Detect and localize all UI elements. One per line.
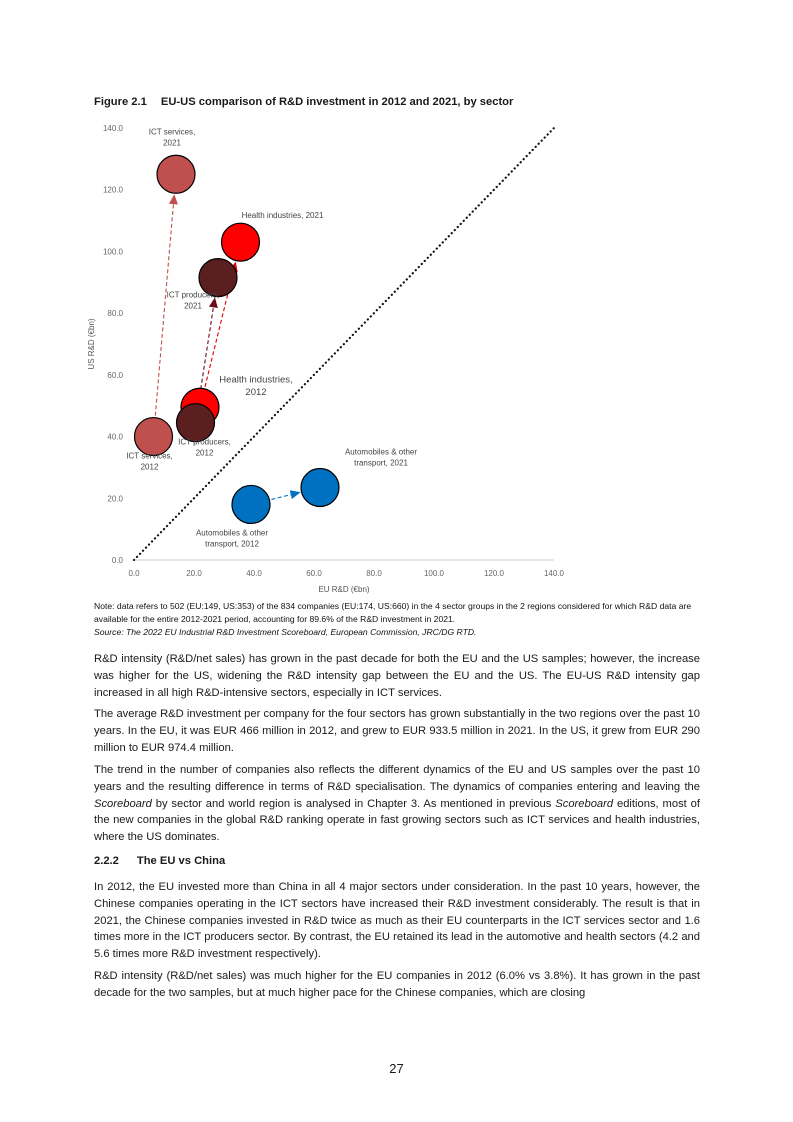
point-label: Health industries, 2021 <box>241 211 324 221</box>
y-tick-label: 20.0 <box>107 494 123 504</box>
section-title: The EU vs China <box>136 855 226 867</box>
point-label: 2021 <box>163 138 181 148</box>
point-label: Automobiles & other <box>344 447 418 457</box>
paragraph-3-part-a: The trend in the number of companies also reflects the different dynamics of the EU and US samples over the past 10 years and the resulting difference in terms of R&D specialisation. The dynamics of companies entering and leaving the <box>94 764 700 793</box>
note-text: Note: data refers to 502 (EU:149, US:353) of the 834 companies (EU:174, US:660) in the 4 sector groups in the 2 regions considered for which R&D data are available for the entire 2012-2021 period, accounting for 89.6% of the R&D investment in 2021. <box>94 601 692 624</box>
arrow-head <box>169 194 178 204</box>
paragraph-3-emphasis-2: Scoreboard <box>555 797 614 810</box>
paragraph-4: In 2012, the EU invested more than China in all 4 major sectors under consideration. In the past 10 years, however, the Chinese companies operating in the ICT sectors have increased their R&D investment considerably. The result is that in 2021, the Chinese companies invested in R&D twice as much as their EU counterparts in the ICT services sector and 1.6 times more in the ICT producers sector. By contrast, the EU retained its lead in the automotive and health sectors (4.2 and 5.6 times more R&D investment respectively). <box>94 881 700 961</box>
point-label: ICT services, <box>148 127 196 137</box>
arrow-line <box>271 495 290 500</box>
point-auto-2021 <box>301 468 339 506</box>
diagonal-line <box>134 128 554 560</box>
paragraph-3-part-c: editions, most of the new companies in the global R&D ranking operate in fast growing sectors such as ICT services and health industries, where the US dominates. <box>94 797 701 844</box>
y-tick-label: 140.0 <box>102 124 123 133</box>
point-label: 2012 <box>195 448 214 458</box>
y-tick-label: 0.0 <box>111 556 123 565</box>
parity-diagonal <box>134 128 554 560</box>
paragraph-1: R&D intensity (R&D/net sales) has grown in the past decade for both the EU and the US samples; however, the increase was higher for the US, widening the R&D intensity gap between the EU and the US. The EU-US R&D intensity gap increased in all high R&D-intensive sectors, especially in ICT services. <box>94 653 700 699</box>
paragraph-2: The average R&D investment per company for the four sectors has grown substantially in the two regions over the past 10 years. In the EU, it was EUR 466 million in 2012, and grew to EUR 933.5 million in 2021. In the US, it grew from EUR 290 million to EUR 974.4 million. <box>94 708 700 754</box>
x-tick-label: 100.0 <box>423 569 445 578</box>
point-label: ICT services, <box>126 451 173 461</box>
y-tick-label: 60.0 <box>107 370 123 380</box>
paragraph-3-emphasis-1: Scoreboard <box>94 797 152 810</box>
point-label: 2012 <box>140 462 159 472</box>
x-tick-label: 60.0 <box>306 569 322 578</box>
x-axis-label: EU R&D (€bn) <box>318 585 370 594</box>
y-tick-label: 100.0 <box>102 247 123 257</box>
point-auto-2012 <box>232 485 270 523</box>
point-label: transport, 2012 <box>205 539 259 549</box>
figure-caption: EU-US comparison of R&D investment in 2012 and 2021, by sector <box>160 96 514 108</box>
arrow-line <box>155 204 173 415</box>
x-tick-label: 120.0 <box>483 569 505 578</box>
paragraph-5: R&D intensity (R&D/net sales) was much higher for the EU companies in 2012 (6.0% vs 3.8%). It has grown in the past decade for the two samples, but at much higher pace for the Chinese companies, which are closing <box>94 970 700 999</box>
point-label: 2021 <box>184 301 202 311</box>
point-ict-services-2012 <box>135 418 173 456</box>
paragraph-3-part-b: by sector and world region is analysed in Chapter 3. As mentioned in previous <box>151 797 556 810</box>
scatter-chart <box>80 120 580 600</box>
point-label: Health industries, <box>219 374 293 386</box>
point-health-2021 <box>222 223 260 261</box>
figure-number: Figure 2.1 <box>94 96 147 108</box>
paragraph-3 <box>94 762 700 846</box>
figure-note <box>94 600 700 639</box>
x-tick-label: 140.0 <box>543 569 565 578</box>
y-tick-label: 40.0 <box>107 432 123 442</box>
point-label: ICT producers, <box>178 437 231 447</box>
x-tick-label: 40.0 <box>246 569 262 578</box>
x-tick-label: 80.0 <box>366 569 382 578</box>
point-label: ICT producers, <box>166 290 220 300</box>
point-ict-producers-2012 <box>177 404 215 442</box>
arrow-head <box>290 490 301 499</box>
note-source: Source: The 2022 EU Industrial R&D Investment Scoreboard, European Commission, JRC/DG RTD. <box>94 627 477 637</box>
y-tick-label: 80.0 <box>107 309 123 319</box>
x-tick-label: 20.0 <box>186 569 202 578</box>
section-heading <box>94 855 225 867</box>
point-label: 2012 <box>245 386 267 398</box>
x-tick-label: 0.0 <box>128 569 140 578</box>
point-ict-services-2021 <box>157 155 195 193</box>
point-label: Automobiles & other <box>195 528 269 538</box>
point-label: transport, 2021 <box>354 458 408 468</box>
section-number: 2.2.2 <box>94 855 119 867</box>
y-tick-label: 120.0 <box>102 185 123 195</box>
y-axis-label: US R&D (€bn) <box>87 318 96 370</box>
page-number: 27 <box>389 1061 404 1076</box>
figure-title <box>94 96 513 108</box>
